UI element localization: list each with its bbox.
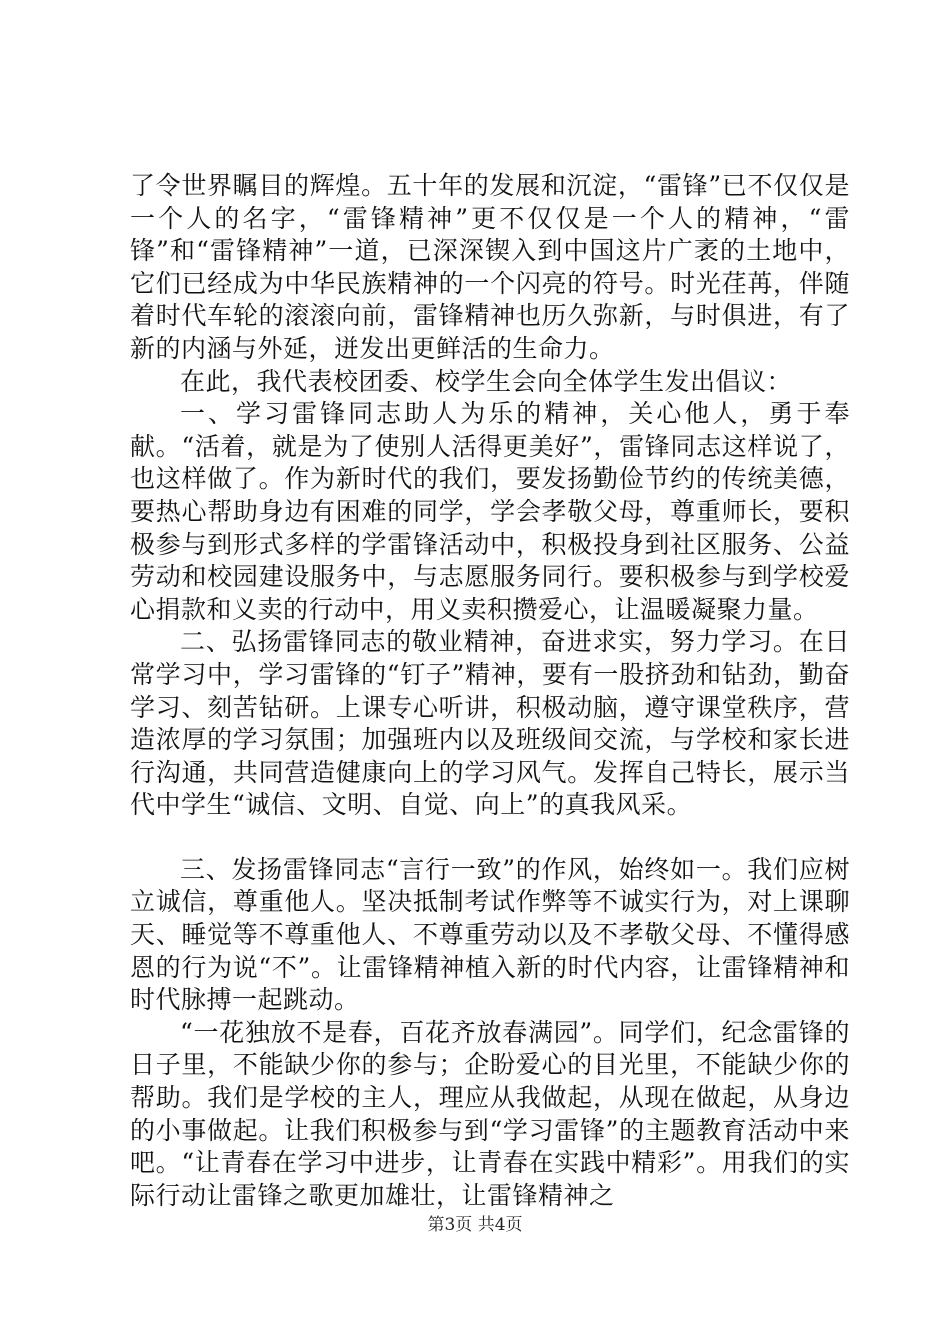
paragraph-point-one: 一、学习雷锋同志助人为乐的精神，关心他人，勇于奉献。“活着，就是为了使别人活得更美好”，雷锋同志这样说了，也这样做了。作为新时代的我们，要发扬勤俭节约的传统美德，要热心帮助身边有困难的同学，学会孝敬父母，尊重师长，要积极参与到形式多样的学雷锋活动中，积极投身到社区服务、公益劳动和校园建设服务中，与志愿服务同行。要积极参与到学校爱心捐款和义卖的行动中，用义卖积攒爱心，让温暖凝聚力量。	[130, 399, 850, 624]
paragraph-spacer	[130, 822, 850, 854]
paragraph-closing: “一花独放不是春，百花齐放春满园”。同学们，纪念雷锋的日子里，不能缺少你的参与；企盼爱心的目光里，不能缺少你的帮助。我们是学校的主人，理应从我做起，从现在做起，从身边的小事做起。让我们积极参与到“学习雷锋”的主题教育活动中来吧。“让青春在学习中进步，让青春在实践中精彩”。用我们的实际行动让雷锋之歌更加雄壮，让雷锋精神之	[130, 1017, 850, 1210]
page-number-footer: 第3页 共4页	[427, 1215, 523, 1235]
paragraph-proposal-intro: 在此，我代表校团委、校学生会向全体学生发出倡议：	[180, 366, 793, 396]
paragraph-continuation: 了令世界瞩目的辉煌。五十年的发展和沉淀，“雷锋”已不仅仅是一个人的名字，“雷锋精神”更不仅仅是一个人的精神，“雷锋”和“雷锋精神”一道，已深深锲入到中国这片广袤的土地中，它们已经成为中华民族精神的一个闪亮的符号。时光荏苒，伴随着时代车轮的滚滚向前，雷锋精神也历久弥新，与时俱进，有了新的内涵与外延，迸发出更鲜活的生命力。	[130, 171, 850, 363]
paragraph-point-three: 三、发扬雷锋同志“言行一致”的作风，始终如一。我们应树立诚信，尊重他人。坚决抵制考试作弊等不诚实行为，对上课聊天、睡觉等不尊重他人、不尊重劳动以及不孝敬父母、不懂得感恩的行为说“不”。让雷锋精神植入新的时代内容，让雷锋精神和时代脉搏一起跳动。	[130, 854, 850, 1015]
paragraph-point-two: 二、弘扬雷锋同志的敬业精神，奋进求实，努力学习。在日常学习中，学习雷锋的“钉子”精神，要有一股挤劲和钻劲，勤奋学习、刻苦钻研。上课专心听讲，积极动脑，遵守课堂秩序，营造浓厚的学习氛围；加强班内以及班级间交流，与学校和家长进行沟通，共同营造健康向上的学习风气。发挥自己特长，展示当代中学生“诚信、文明、自觉、向上”的真我风采。	[130, 627, 850, 820]
document-body	[130, 170, 850, 1212]
